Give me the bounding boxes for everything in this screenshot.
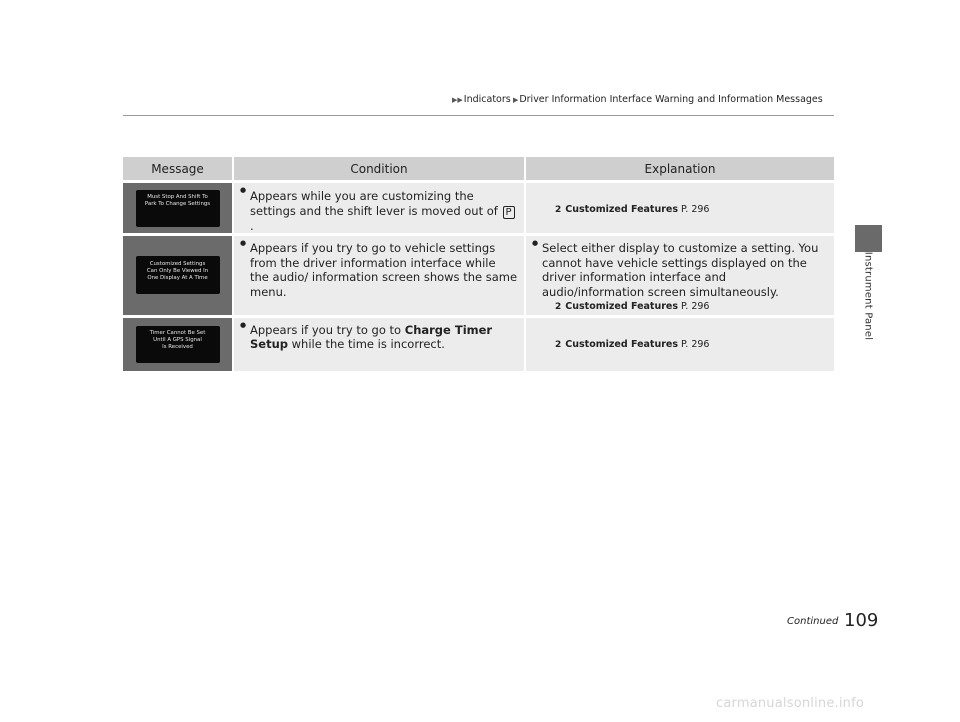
condition-cell — [233, 235, 525, 317]
watermark: carmanualsonline.info — [716, 696, 865, 711]
section-tab-label: Instrument Panel — [862, 251, 874, 341]
table-row — [123, 316, 834, 371]
reference-arrow-icon: 2 — [555, 205, 562, 215]
column-header-explanation: Explanation — [525, 157, 834, 182]
screen-text-line: Customized Settings — [149, 261, 206, 268]
breadcrumb — [452, 94, 834, 105]
shift-position-p-icon: P — [503, 206, 515, 219]
column-header-condition: Condition — [233, 157, 525, 182]
explanation-cell — [525, 182, 834, 235]
screen-text-line: Can Only Be Viewed In — [146, 268, 209, 275]
condition-text: ● Appears if you try to go to Charge Timer Setup while the time is incorrect. — [234, 318, 524, 352]
breadcrumb-arrow-icon: ▶▶ — [452, 96, 463, 104]
condition-text: ● Appears while you are customizing the settings and the shift lever is moved out of P. — [234, 183, 524, 233]
cross-reference-link[interactable]: 2 Customized Features P. 296 — [555, 204, 710, 215]
continued-label: Continued — [787, 616, 839, 627]
condition-cell — [233, 316, 525, 371]
message-screen-cell — [123, 235, 233, 317]
message-screen-cell — [123, 182, 233, 235]
breadcrumb-item-messages[interactable]: Driver Information Interface Warning and Information Messages — [519, 94, 823, 105]
cross-reference-link[interactable]: 2 Customized Features P. 296 — [555, 338, 710, 350]
column-header-message: Message — [123, 157, 233, 182]
condition-cell — [233, 182, 525, 235]
breadcrumb-arrow-icon: ▶ — [510, 96, 519, 104]
screen-text-line: Must Stop And Shift To — [147, 193, 208, 200]
table-row — [123, 235, 834, 317]
message-screen-cell — [123, 316, 233, 371]
table-row — [123, 182, 834, 235]
screen-text-line: One Display At A Time — [147, 275, 208, 282]
explanation-cell — [525, 316, 834, 371]
breadcrumb-item-indicators[interactable]: Indicators — [463, 94, 511, 105]
section-tab-marker — [855, 225, 882, 252]
table-header-row — [123, 157, 834, 182]
message-table — [123, 157, 834, 371]
menu-item-charge-timer-setup: Charge Timer Setup — [250, 322, 493, 351]
explanation-cell — [525, 235, 834, 317]
explanation-text: ● Select either display to customize a setting. You cannot have vehicle settings displayed on the driver information interface and audio/information screen simultaneously. — [526, 236, 834, 299]
screen-text-line: Park To Change Settings — [144, 200, 211, 207]
screen-text-line: Until A GPS Signal — [153, 336, 202, 343]
screen-text-line: Timer Cannot Be Set — [149, 329, 206, 336]
message-screen-image — [136, 190, 220, 227]
message-screen-image — [136, 326, 220, 363]
page-number: 109 — [844, 610, 879, 631]
header-rule — [123, 115, 834, 116]
reference-arrow-icon: 2 — [555, 302, 562, 312]
screen-text-line: Is Received — [162, 343, 193, 350]
reference-arrow-icon: 2 — [555, 339, 562, 350]
cross-reference-link[interactable]: 2 Customized Features P. 296 — [555, 301, 710, 312]
message-screen-image — [136, 256, 220, 294]
condition-text: ● Appears if you try to go to vehicle settings from the driver information interface while the audio/ information screen shows the same menu. — [234, 236, 524, 299]
